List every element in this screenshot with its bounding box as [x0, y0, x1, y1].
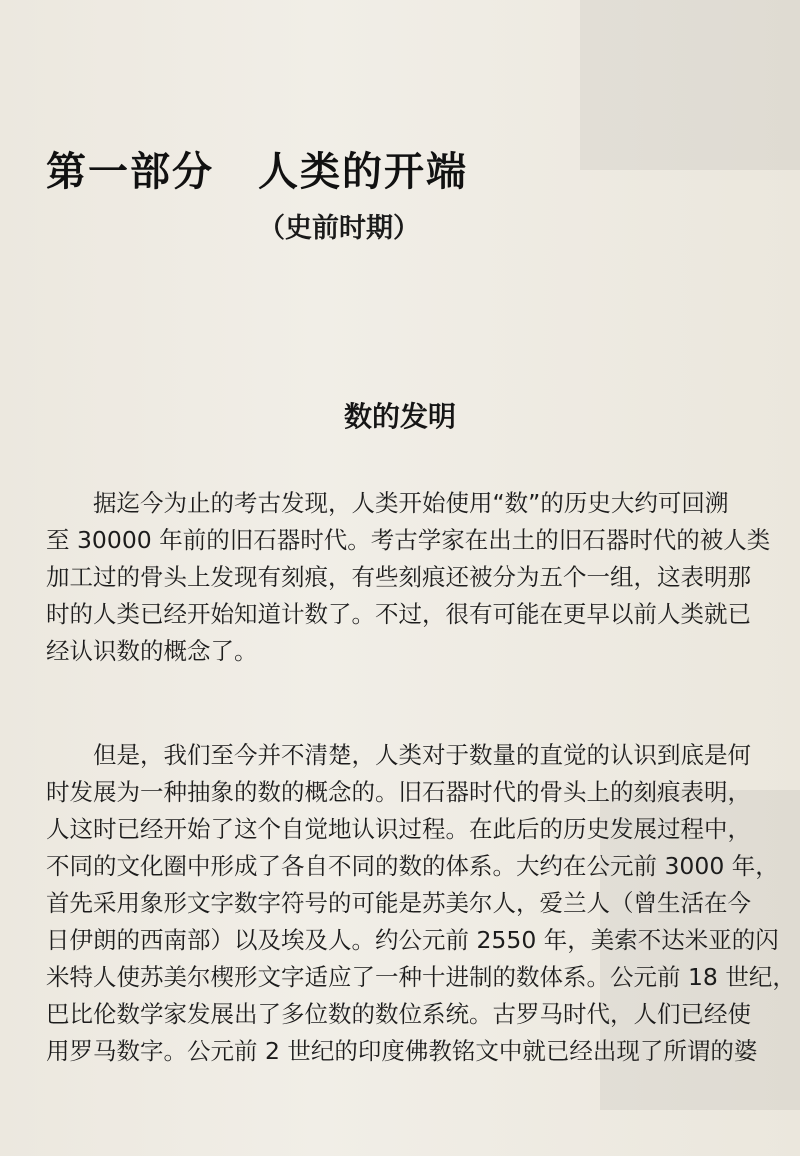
- text-line: 用罗马数字。公元前 2 世纪的印度佛教铭文中就已经出现了所谓的婆: [46, 1037, 758, 1065]
- part-title: [46, 140, 468, 197]
- text-line: 米特人使苏美尔楔形文字适应了一种十进制的数体系。公元前 18 世纪，: [46, 963, 796, 991]
- text-line: 至 30000 年前的旧石器时代。考古学家在出土的旧石器时代的被人类: [46, 526, 771, 554]
- text-line: 日伊朗的西南部）以及埃及人。约公元前 2550 年，美索不达米亚的闪: [46, 926, 779, 954]
- text-line: 但是，我们至今并不清楚，人类对于数量的直觉的认识到底是何: [46, 741, 751, 769]
- text-line: 时发展为一种抽象的数的概念的。旧石器时代的骨头上的刻痕表明，: [46, 778, 751, 806]
- text-line: 据迄今为止的考古发现，人类开始使用“数”的历史大约可回溯: [46, 489, 729, 517]
- bleed-through-shade-top: [580, 0, 800, 170]
- text-line: 巴比伦数学家发展出了多位数的数位系统。古罗马时代，人们已经使: [46, 1000, 751, 1028]
- text-line: 首先采用象形文字数字符号的可能是苏美尔人，爱兰人（曾生活在今: [46, 889, 751, 917]
- section-title: 数的发明: [343, 400, 456, 433]
- text-line: 经认识数的概念了。: [46, 637, 258, 665]
- text-line: 人这时已经开始了这个自觉地认识过程。在此后的历史发展过程中，: [46, 815, 751, 843]
- text-line: 时的人类已经开始知道计数了。不过，很有可能在更早以前人类就已: [46, 600, 751, 628]
- paragraph-2: [46, 737, 796, 1070]
- text-line: 加工过的骨头上发现有刻痕，有些刻痕还被分为五个一组，这表明那: [46, 563, 751, 591]
- text-line: 不同的文化圈中形成了各自不同的数的体系。大约在公元前 3000 年，: [46, 852, 779, 880]
- part-title-name: 人类的开端: [258, 149, 468, 195]
- period-subtitle: （史前时期）: [258, 213, 420, 244]
- paragraph-1: [46, 485, 771, 670]
- part-title-label: 第一部分: [46, 149, 214, 195]
